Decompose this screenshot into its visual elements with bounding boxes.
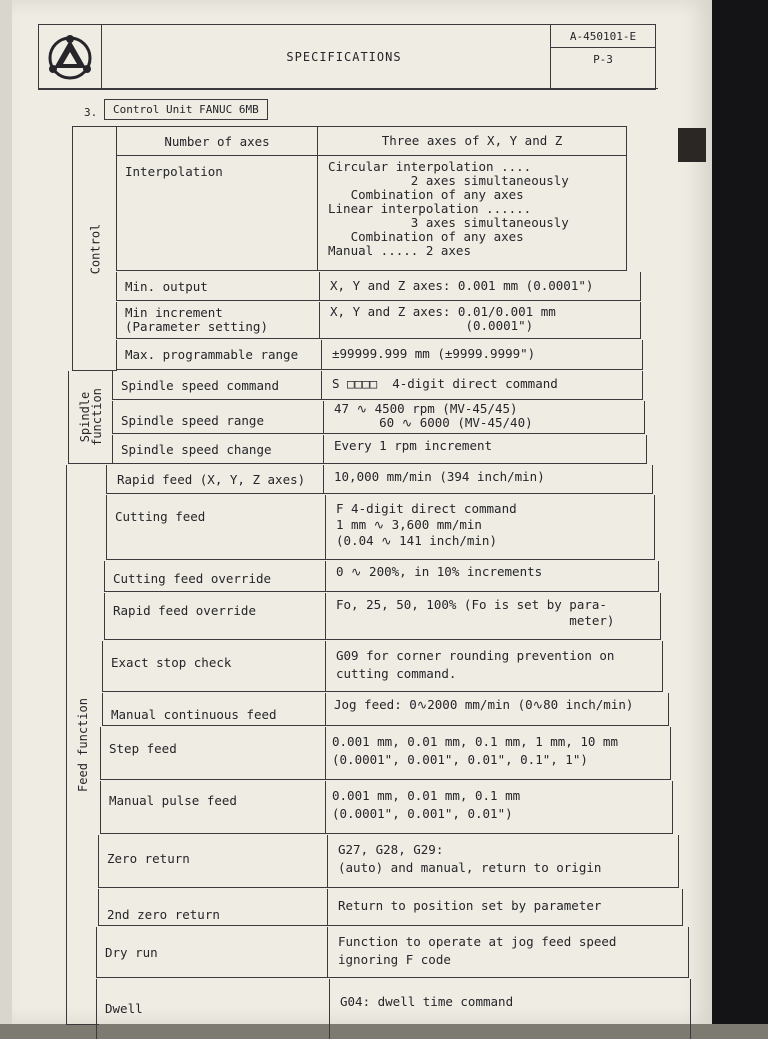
spec-row xyxy=(116,156,627,271)
group-feed-function xyxy=(66,465,99,1025)
spec-row xyxy=(104,593,661,640)
spec-value: X, Y and Z axes: 0.001 mm (0.0001") xyxy=(330,278,594,293)
spec-value: Fo, 25, 50, 100% (Fo is set by para- meter) xyxy=(336,597,615,628)
group-spindle-function xyxy=(68,371,113,464)
spec-item: 2nd zero return xyxy=(98,889,328,925)
spec-value: Jog feed: 0∿2000 mm/min (0∿80 inch/min) xyxy=(334,697,634,712)
spec-row xyxy=(112,401,645,434)
spec-row xyxy=(116,340,643,370)
spec-item: Step feed xyxy=(100,727,326,779)
page-number: P-3 xyxy=(593,52,613,66)
spec-row xyxy=(104,561,659,592)
spec-value: Circular interpolation .... 2 axes simultaneously Combination of any axes Linear interpolation ...... 3 axes simultaneously Combination of any axes Manual ..... 2 axes xyxy=(328,159,569,258)
spec-item: Max. programmable range xyxy=(116,340,322,369)
spec-row xyxy=(100,781,673,834)
group-label: Spindle function xyxy=(78,388,105,446)
spec-value: Return to position set by parameter xyxy=(338,898,602,913)
spec-value: 10,000 mm/min (394 inch/min) xyxy=(334,469,545,484)
spec-value: Every 1 rpm increment xyxy=(334,438,493,453)
spec-value: G04: dwell time command xyxy=(340,994,514,1009)
spec-value: ±99999.999 mm (±9999.9999") xyxy=(332,346,536,361)
spec-item: Number of axes xyxy=(116,127,318,155)
index-tab xyxy=(678,128,706,162)
spec-row xyxy=(100,727,671,780)
spec-row xyxy=(98,889,683,926)
group-control xyxy=(72,126,117,371)
spec-row xyxy=(116,272,641,301)
group-label: Control xyxy=(88,223,103,274)
spec-item: Min. output xyxy=(116,272,320,300)
document-code: A-450101-E xyxy=(551,25,655,48)
spec-item: Exact stop check xyxy=(102,641,326,691)
spec-value: 0 ∿ 200%, in 10% increments xyxy=(336,564,543,579)
spec-row xyxy=(102,641,663,692)
spec-value: Function to operate at jog feed speed ignoring F code xyxy=(338,934,617,967)
spec-item: Rapid feed (X, Y, Z axes) xyxy=(106,465,324,493)
spec-row xyxy=(116,302,641,339)
document-header xyxy=(38,24,656,90)
spec-item: Cutting feed xyxy=(106,495,326,559)
spec-item: Spindle speed command xyxy=(112,371,322,399)
spec-item: Zero return xyxy=(98,835,328,887)
spec-item: Spindle speed change xyxy=(112,435,324,463)
spec-item: Manual pulse feed xyxy=(100,781,326,833)
spec-item: Spindle speed range xyxy=(112,401,324,433)
spec-row xyxy=(96,979,691,1039)
spec-row xyxy=(106,495,655,560)
spec-row xyxy=(116,126,627,156)
spec-item: Manual continuous feed xyxy=(102,693,326,725)
spec-value: G09 for corner rounding prevention on cutting command. xyxy=(336,648,615,681)
spec-value: 0.001 mm, 0.01 mm, 0.1 mm, 1 mm, 10 mm (0.0001", 0.001", 0.01", 0.1", 1") xyxy=(332,734,618,767)
spec-row xyxy=(112,371,643,400)
spec-value: 47 ∿ 4500 rpm (MV-45/45) 60 ∿ 6000 (MV-45/40) xyxy=(334,401,533,430)
section-title: Control Unit FANUC 6MB xyxy=(104,99,268,120)
spec-item: Cutting feed override xyxy=(104,561,326,591)
spec-item: Rapid feed override xyxy=(104,593,326,639)
spec-row xyxy=(96,927,689,978)
section-number: 3. xyxy=(84,106,98,119)
company-logo xyxy=(39,25,102,89)
spec-value: 0.001 mm, 0.01 mm, 0.1 mm (0.0001", 0.001", 0.01") xyxy=(332,788,521,821)
spec-item: Dry run xyxy=(96,927,328,977)
page-title: SPECIFICATIONS xyxy=(286,50,402,64)
spec-value: G27, G28, G29: (auto) and manual, return to origin xyxy=(338,842,602,875)
binder-background xyxy=(712,0,768,1024)
spec-item: Dwell xyxy=(96,979,330,1039)
spec-row xyxy=(106,465,653,494)
spec-row xyxy=(112,435,647,464)
header-rule xyxy=(38,88,658,89)
spec-item: Min increment (Parameter setting) xyxy=(116,302,320,338)
spec-item: Interpolation xyxy=(116,156,318,270)
group-label: Feed function xyxy=(76,697,91,792)
spec-row xyxy=(102,693,669,726)
spec-row xyxy=(98,835,679,888)
triangle-logo-icon xyxy=(39,25,101,89)
spec-value: F 4-digit direct command 1 mm ∿ 3,600 mm/min (0.04 ∿ 141 inch/min) xyxy=(336,501,517,548)
document-number-block xyxy=(550,25,655,89)
spec-value: S □□□□ 4-digit direct command xyxy=(332,376,558,391)
spec-value: X, Y and Z axes: 0.01/0.001 mm (0.0001") xyxy=(330,304,556,333)
spec-value: Three axes of X, Y and Z xyxy=(381,133,563,148)
